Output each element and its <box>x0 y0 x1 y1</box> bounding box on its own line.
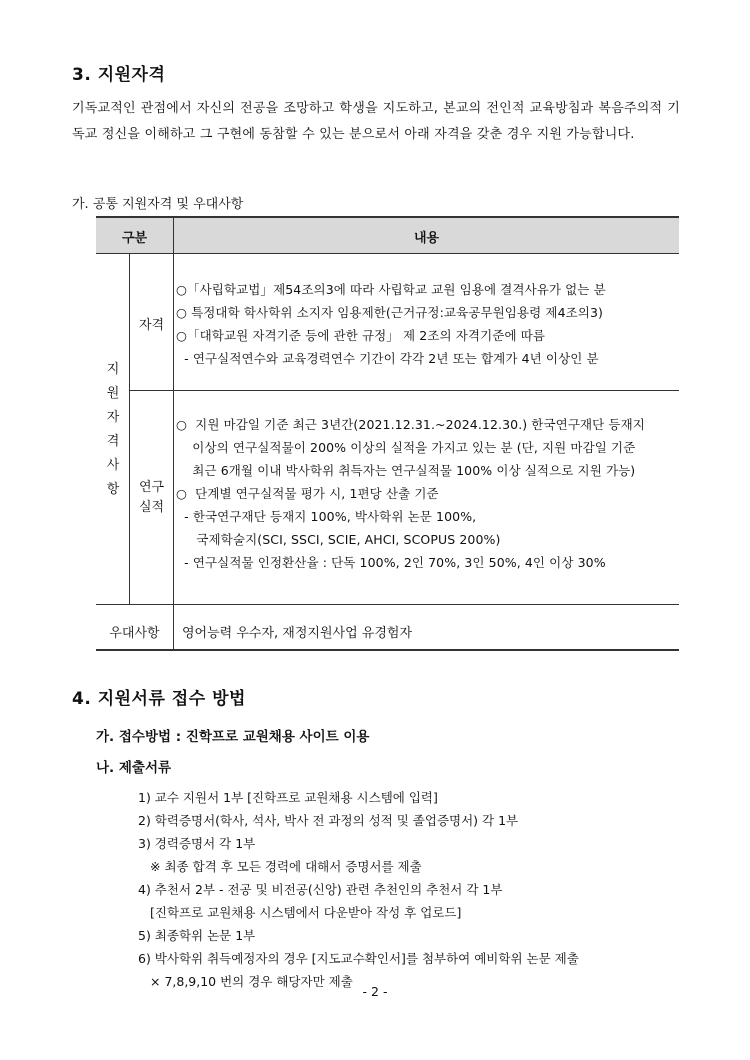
group-label-char: 항 <box>106 482 120 497</box>
research-line: - 연구실적물 인정환산율 : 단독 100%, 2인 70%, 3인 50%, 4인 이상 30% <box>176 555 606 570</box>
table-row-divider <box>96 604 679 605</box>
list-item-note: ※ 최종 합격 후 모든 경력에 대해서 증명서를 제출 <box>150 859 422 874</box>
research-line: 최근 6개월 이내 박사학위 취득자는 연구실적물 100% 이상 실적으로 지원 가능) <box>176 463 636 478</box>
header-category: 구분 <box>121 231 148 246</box>
documents-heading: 나. 제출서류 <box>96 760 172 776</box>
list-item: 1) 교수 지원서 1부 [진학프로 교원채용 시스템에 입력] <box>138 790 438 805</box>
qualification-content <box>176 278 606 370</box>
list-item: 6) 박사학위 취득예정자의 경우 [지도교수확인서]를 첨부하여 예비학위 논문 제출 <box>138 951 579 966</box>
list-item-note: × 7,8,9,10 번의 경우 해당자만 제출 <box>150 974 353 989</box>
table-column-divider <box>173 216 174 649</box>
section-4-title: 4. 지원서류 접수 방법 <box>72 689 246 709</box>
preference-content: 영어능력 우수자, 재정지원사업 유경험자 <box>182 626 413 641</box>
table-column-divider <box>129 254 130 604</box>
research-line: ○ 지원 마감일 기준 최근 3년간(2021.12.31.~2024.12.30.) 한국연구재단 등재지 <box>176 417 645 432</box>
group-label-char: 사 <box>106 458 120 473</box>
group-label-char: 자 <box>106 410 120 425</box>
group-label-char: 격 <box>106 434 120 449</box>
table-bottom-border <box>96 649 679 651</box>
qualification-line: ○「사립학교법」제54조의3에 따라 사립학교 교원 임용에 결격사유가 없는 분 <box>176 282 606 297</box>
section-3-intro: 기독교적인 관점에서 자신의 전공을 조망하고 학생을 지도하고, 본교의 전인적 교육방침과 복음주의적 기독교 정신을 이해하고 그 구현에 동참할 수 있는 분으로서 아래 자격을 갖춘 경우 지원 가능합니다. <box>72 101 680 142</box>
page-number: - 2 - <box>362 984 388 999</box>
table-top-border <box>96 216 679 218</box>
research-line: ○ 단계별 연구실적물 평가 시, 1편당 산출 기준 <box>176 486 439 501</box>
header-content: 내용 <box>413 231 440 246</box>
documents-list <box>138 786 579 993</box>
row-label-qualification: 자격 <box>138 318 165 333</box>
row-label-research-line: 실적 <box>138 500 165 515</box>
research-content <box>176 413 645 574</box>
row-label-preference: 우대사항 <box>109 626 160 641</box>
research-line: 국제학술지(SCI, SSCI, SCIE, AHCI, SCOPUS 200%) <box>176 532 501 547</box>
qualification-line: - 연구실적연수와 교육경력연수 기간이 각각 2년 또는 합계가 4년 이상인 분 <box>176 351 599 366</box>
group-label-char: 원 <box>106 386 120 401</box>
list-item: 3) 경력증명서 각 1부 <box>138 836 256 851</box>
table-row-divider <box>129 390 679 391</box>
research-line: - 한국연구재단 등재지 100%, 박사학위 논문 100%, <box>176 509 477 524</box>
list-item: 4) 추천서 2부 - 전공 및 비전공(신앙) 관련 추천인의 추천서 각 1부 <box>138 882 503 897</box>
research-line: 이상의 연구실적물이 200% 이상의 실적을 가지고 있는 분 (단, 지원 마감일 기준 <box>176 440 636 455</box>
list-item: 5) 최종학위 논문 1부 <box>138 928 256 943</box>
list-item: 2) 학력증명서(학사, 석사, 박사 전 과정의 성적 및 졸업증명서) 각 1부 <box>138 813 519 828</box>
table-header-divider <box>96 253 679 254</box>
group-label-vertical <box>103 358 123 502</box>
submission-method: 가. 접수방법 : 진학프로 교원채용 사이트 이용 <box>96 729 370 745</box>
row-label-research-line: 연구 <box>138 480 165 495</box>
row-label-research <box>130 478 173 518</box>
qualification-subheading: 가. 공통 지원자격 및 우대사항 <box>72 197 244 212</box>
qualification-table <box>96 216 679 651</box>
group-label-char: 지 <box>106 362 120 377</box>
section-3-title: 3. 지원자격 <box>72 65 166 85</box>
list-item-note: [진학프로 교원채용 시스템에서 다운받아 작성 후 업로드] <box>150 905 462 920</box>
qualification-line: ○ 특정대학 학사학위 소지자 임용제한(근거규정:교육공무원임용령 제4조의3) <box>176 305 603 320</box>
qualification-line: ○「대학교원 자격기준 등에 관한 규정」 제 2조의 자격기준에 따름 <box>176 328 546 343</box>
